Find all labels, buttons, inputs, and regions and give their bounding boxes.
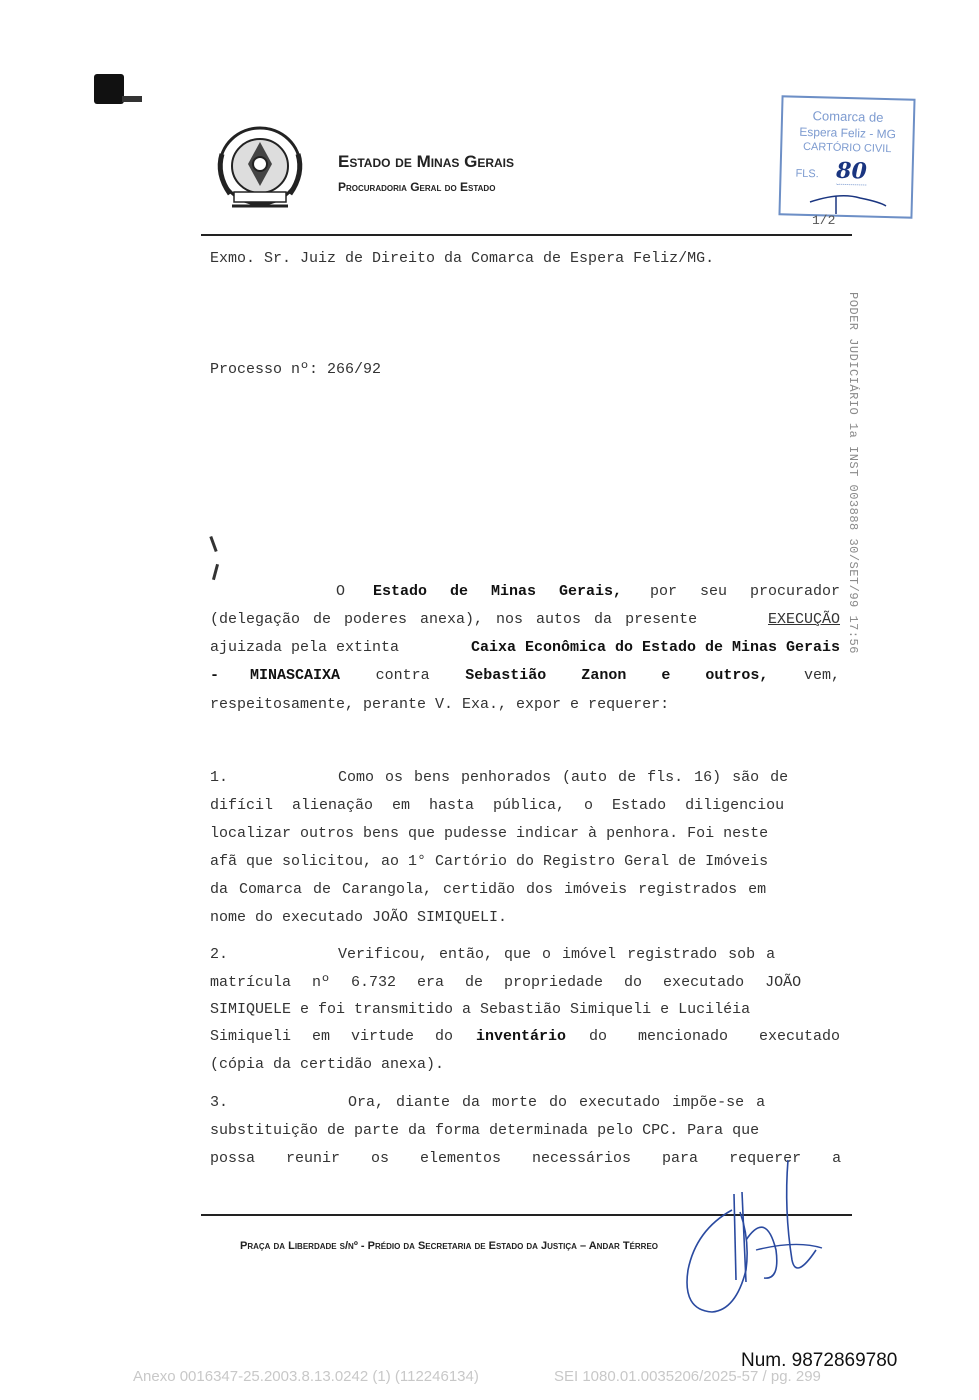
corner-mark-tail [122, 96, 142, 102]
p1-line-3: localizar outros bens que pudesse indicar à penhora. Foi neste [210, 825, 769, 842]
stamp-line-1: Comarca de [812, 108, 884, 125]
annex-reference: Anexo 0016347-25.2003.8.13.0242 (1) (112246134) [133, 1368, 479, 1385]
addressee: Exmo. Sr. Juiz de Direito da Comarca de Espera Feliz/MG. [210, 250, 715, 267]
process-number: Processo nº: 266/92 [210, 361, 382, 378]
margin-mark [212, 564, 219, 580]
intro-line-1: O Estado de Minas Gerais, por seu procurador [336, 583, 840, 600]
p2-line-5: (cópia da certidão anexa). [210, 1056, 445, 1073]
p3-line-1: 3. Ora, diante da morte do executado impõe-se a [210, 1094, 766, 1111]
p1-line-4: afã que solicitou, ao 1° Cartório do Registro Geral de Imóveis [210, 853, 769, 870]
document-number: Num. 9872869780 [741, 1350, 898, 1371]
intro-line-2: (delegação de poderes anexa), nos autos da presente EXECUÇÃO [210, 611, 840, 628]
p1-line-6: nome do executado JOÃO SIMIQUELI. [210, 909, 508, 926]
p2-line-2: matrícula nº 6.732 era de propriedade do executado JOÃO [210, 974, 802, 991]
intro-line-3: ajuizada pela extinta Caixa Econômica do Estado de Minas Gerais [210, 639, 840, 656]
p3-line-3: possa reunir os elementos necessários para requerer a [210, 1150, 842, 1167]
coat-of-arms-icon [212, 124, 308, 214]
intro-line-4: - MINASCAIXA contra Sebastião Zanon e outros, vem, [210, 667, 840, 684]
stamp-fls-number: 80 [835, 157, 868, 185]
sei-reference: SEI 1080.01.0035206/2025-57 / pg. 299 [554, 1368, 821, 1385]
state-name: Estado de Minas Gerais [338, 152, 515, 171]
page-fraction: 1/2 [812, 213, 836, 228]
margin-mark [209, 536, 217, 552]
p3-line-2: substituição de parte da forma determinada pelo CPC. Para que [210, 1122, 760, 1139]
stamp-fls-label: FLS. [795, 167, 819, 181]
p1-line-5: da Comarca de Carangola, certidão dos imóveis registrados em [210, 881, 767, 898]
p1-line-1: 1. Como os bens penhorados (auto de fls. 16) são de [210, 769, 789, 786]
side-protocol-stamp: PODER JUDICIÁRIO 1a INST 003888 30/SET/99 17:56 [846, 292, 860, 654]
header-divider [201, 234, 852, 236]
agency-name: Procuradoria Geral do Estado [338, 180, 496, 194]
p2-line-3: SIMIQUELE e foi transmitido a Sebastião Simiqueli e Luciléia [210, 1001, 751, 1018]
p2-line-4: Simiqueli em virtude do inventário do mencionado executado [210, 1028, 840, 1045]
p1-line-2: difícil alienação em hasta pública, o Estado diligenciou [210, 797, 785, 814]
stamp-line-2: Espera Feliz - MG [799, 124, 897, 142]
signature-icon [676, 1150, 826, 1320]
stamp-line-3: CARTÓRIO CIVIL [802, 140, 892, 156]
corner-mark [94, 74, 124, 104]
footer-address: Praça da Liberdade s/nº - Prédio da Secretaria de Estado da Justiça – Andar Térreo [240, 1240, 659, 1252]
p2-line-1: 2. Verificou, então, que o imóvel registrado sob a [210, 946, 776, 963]
intro-line-5: respeitosamente, perante V. Exa., expor e requerer: [210, 696, 670, 713]
